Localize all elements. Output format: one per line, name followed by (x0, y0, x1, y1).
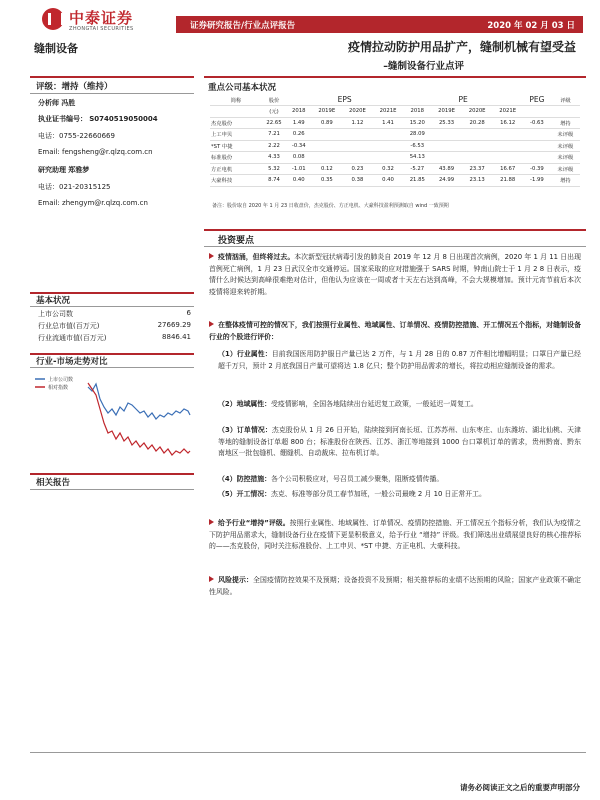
eps-cell: 0.89 (312, 117, 343, 129)
eps-cell: 0.40 (373, 175, 404, 187)
chart-legend (35, 376, 73, 391)
eps-cell: 0.40 (286, 175, 312, 187)
bullet-icon (209, 576, 214, 582)
legend-label: 相对指数 (48, 385, 69, 391)
sub-paragraph (218, 399, 581, 411)
eps-cell: 1.49 (286, 117, 312, 129)
invest-paragraph (209, 320, 581, 343)
email-address[interactable]: fengsheng@r.qlzq.com.cn (62, 148, 153, 156)
year-cell: 2018 (286, 106, 312, 118)
rating-bottom-rule (30, 93, 194, 94)
sub-paragraph (218, 474, 581, 486)
peg-cell (523, 140, 551, 152)
sub-paragraph (218, 349, 581, 372)
peg-cell: -0.63 (523, 117, 551, 129)
company-table (210, 94, 580, 187)
sub-text: 各个公司积极应对，号召员工减少聚集，阻断疫情传播。 (271, 475, 444, 483)
rating-label: 评级： (36, 82, 62, 92)
basic-bottom-rule (30, 306, 194, 307)
table-row (210, 129, 580, 141)
eps-cell (373, 152, 404, 164)
header-price: 股价 (262, 94, 286, 106)
header-blank (210, 106, 262, 118)
paragraph-text: 本次新型冠状病毒引发的肺炎自 2019 年 12 月 8 日出现首次病例，2020 年 1 月 11 日出现首例死亡病例，1 月 23 日武汉全市交通停运。国家采取的应对措施强于 SARS 时期，钟南山院士于 1 月 2 8 日表示，疫情什么时候达到高峰很难绝对估计，但他认为应该在一周或者十天左右达到高峰，不会大规模增加。预计元宵节前后本次疫情将迎来转折期。 (209, 253, 582, 296)
pe-cell (462, 140, 493, 152)
invest-paragraph (209, 518, 581, 553)
eps-cell (373, 140, 404, 152)
license-label: 执业证书编号： (38, 115, 87, 123)
year-cell: 2021E (492, 106, 523, 118)
basic-row-label: 上市公司数 (38, 310, 73, 318)
price-cell: 8.74 (262, 175, 286, 187)
analyst-name: 冯胜 (61, 99, 76, 107)
pe-cell: 16.12 (492, 117, 523, 129)
sub-lead: （3）订单情况： (218, 426, 272, 434)
pe-cell: 43.89 (431, 163, 462, 175)
pe-cell: 15.20 (403, 117, 431, 129)
logo-text-cn: 中泰证券 (69, 9, 134, 27)
header-blank (551, 106, 580, 118)
pe-cell (492, 129, 523, 141)
rating-value: 增持（维持） (61, 82, 113, 92)
table-body (210, 117, 580, 186)
email-label: Email: (38, 148, 60, 156)
pe-cell: -5.27 (403, 163, 431, 175)
pe-cell: 25.33 (431, 117, 462, 129)
basic-row-value: 6 (186, 309, 191, 317)
table-header-row (210, 94, 580, 106)
phone-line-1 (38, 131, 115, 141)
pe-cell: 24.99 (431, 175, 462, 187)
table-top-rule (204, 76, 586, 78)
year-cell: 2018 (403, 106, 431, 118)
eps-cell (312, 129, 343, 141)
email-address[interactable]: zhengym@r.qlzq.com.cn (62, 199, 148, 207)
paragraph-lead: 风险提示： (218, 576, 253, 584)
eps-cell: 1.12 (342, 117, 373, 129)
price-cell: 7.21 (262, 129, 286, 141)
report-date: 2020 年 02 月 03 日 (487, 21, 575, 31)
header-blank (523, 106, 551, 118)
report-type-bar (176, 16, 583, 33)
sub-lead: （2）地域属性： (218, 400, 272, 408)
year-cell: 2021E (373, 106, 404, 118)
eps-cell: -1.01 (286, 163, 312, 175)
eps-cell: 0.35 (312, 175, 343, 187)
peg-cell (523, 129, 551, 141)
email-line-1 (38, 148, 153, 156)
pe-cell (431, 129, 462, 141)
analyst-label: 分析师 (38, 99, 59, 107)
eps-cell (342, 129, 373, 141)
email-label: Email: (38, 199, 60, 207)
red-series-line (88, 383, 190, 455)
rating-top-rule (30, 76, 194, 78)
company-name-cell: 杰克股份 (210, 117, 262, 129)
footer-disclaimer: 请务必阅读正文之后的重要声明部分 (460, 783, 580, 792)
phone-number: 021-20315125 (59, 183, 111, 191)
blue-series-line (88, 384, 190, 419)
sub-text: 目前我国医用防护服日产量已达 2 万件，与 1 月 28 日的 0.87 万件相比增幅明显；口罩日产量已经超千万只，预计 2 月底我国日产量可望将达 1.8 亿只；整个防护用品需求的增长，将拉动相应缝制设备的需求。 (218, 350, 582, 370)
legend-label: 上市公司数 (48, 377, 74, 383)
header-price-unit: (元) (262, 106, 286, 118)
paragraph-text: 全国疫情防控效果不及预期；设备投资不及预期；相关推荐标的业绩不达预期的风险；国家产业政策不确定性风险。 (209, 576, 582, 596)
company-name-cell: 大豪科技 (210, 175, 262, 187)
pe-cell: 21.88 (492, 175, 523, 187)
company-logo (42, 6, 172, 36)
year-cell: 2019E (431, 106, 462, 118)
eps-cell: 0.26 (286, 129, 312, 141)
price-cell: 4.33 (262, 152, 286, 164)
paragraph-lead: 疫情汹涌，但终将过去。 (218, 253, 295, 261)
eps-cell (373, 129, 404, 141)
peg-cell (523, 152, 551, 164)
invest-paragraph (209, 575, 581, 598)
phone-label: 电话： (38, 132, 59, 140)
rating-cell: 未评级 (551, 129, 580, 141)
chart-title: 行业-市场走势对比 (36, 357, 108, 367)
pe-cell (462, 152, 493, 164)
table-row (210, 175, 580, 187)
header-name: 简称 (210, 94, 262, 106)
eps-cell: 0.08 (286, 152, 312, 164)
sub-paragraph (218, 425, 581, 460)
price-cell: 22.65 (262, 117, 286, 129)
pe-cell (492, 140, 523, 152)
eps-cell (312, 140, 343, 152)
assistant-line (38, 165, 89, 175)
peg-cell: -0.39 (523, 163, 551, 175)
company-name-cell: 方正电机 (210, 163, 262, 175)
paragraph-lead: 给予行业“增持”评级。 (218, 519, 290, 527)
sub-lead: （5）开工情况： (218, 490, 272, 498)
basic-row (38, 309, 191, 319)
pe-cell: 54.13 (403, 152, 431, 164)
license-number: S0740519050004 (89, 115, 158, 123)
paragraph-text: 按照行业属性、地域属性、订单情况、疫情防控措施、开工情况五个指标分析，我们认为疫情之下防护用品需求大，缝制设备行业在疫情下更显积极意义，给予行业 “增持” 评级。我们筛选出业绩展望良好的核心推荐标的——杰克股份，同时关注标准股份、上工申贝、*ST 中捷、方正电机、大豪科技。 (209, 519, 582, 550)
industry-name: 缝制设备 (34, 42, 78, 55)
eps-cell (342, 152, 373, 164)
pe-cell: 28.09 (403, 129, 431, 141)
phone-label: 电话： (38, 183, 59, 191)
basic-row-label: 行业总市值(百万元) (38, 322, 100, 330)
pe-cell: 20.28 (462, 117, 493, 129)
invest-top-rule (204, 229, 586, 231)
header-peg: PEG (523, 94, 551, 106)
paragraph-lead: 在整体疫情可控的情况下，我们按照行业属性、地域属性、订单情况、疫情防控措施、开工情况五个指标，对缝制设备行业的个股进行评价： (209, 321, 581, 341)
eps-cell: 0.32 (373, 163, 404, 175)
basic-row-value: 8846.41 (162, 333, 191, 341)
sub-lead: （4）防控措施： (218, 475, 272, 483)
table-title: 重点公司基本状况 (208, 83, 277, 93)
eps-cell: 0.38 (342, 175, 373, 187)
basic-row-value: 27669.29 (157, 321, 191, 329)
header-eps: EPS (286, 94, 403, 106)
related-title: 相关报告 (36, 478, 71, 488)
report-type: 证券研究报告/行业点评报告 (190, 21, 296, 31)
pe-cell (431, 152, 462, 164)
sub-text: 杰克股份从 1 月 26 日开始，陆续接到河南长垣、江苏苏州、山东枣庄、山东潍坊、湖北仙桃、天津等地的缝制设备订单超 800 台；标准股份在陕西、江苏、浙江等地接到 1000 台口罩机订单的需求，贵州黔南、黔东南地区一批包缝机、绷缝机、自动裁床、拉布机订单。 (218, 426, 581, 457)
eps-cell (342, 140, 373, 152)
invest-bottom-rule (204, 246, 586, 247)
report-title: 疫情拉动防护用品扩产，缝制机械有望受益 (347, 40, 576, 54)
analyst-line (38, 98, 75, 108)
year-cell: 2020E (462, 106, 493, 118)
pe-cell: 23.37 (462, 163, 493, 175)
header-rating: 评级 (551, 94, 580, 106)
chart-bottom-rule (30, 367, 194, 368)
pe-cell: 23.13 (462, 175, 493, 187)
report-subtitle: –缝制设备行业点评 (383, 61, 464, 72)
logo-text-en: ZHONGTAI SECURITIES (69, 26, 134, 32)
basic-row-label: 行业流通市值(百万元) (38, 334, 107, 342)
year-cell: 2019E (312, 106, 343, 118)
related-top-rule (30, 473, 194, 475)
rating-line (36, 80, 113, 92)
table-year-row (210, 106, 580, 118)
sub-text: 杰克、标准等部分员工春节加班，一般公司最晚 2 月 10 日正常开工。 (271, 490, 486, 498)
invest-paragraph (209, 252, 581, 298)
price-cell: 2.22 (262, 140, 286, 152)
basic-title: 基本状况 (36, 296, 71, 306)
basic-row (38, 333, 191, 343)
table-row (210, 140, 580, 152)
pe-cell: -6.53 (403, 140, 431, 152)
phone-number: 0755-22660669 (59, 132, 115, 140)
bullet-icon (209, 519, 214, 525)
assistant-name: 郑雅梦 (68, 166, 90, 174)
table-note: 备注：股价取自 2020 年 1 月 23 日收盘价，杰克股份、方正电机、大豪科技盈利预测取自 wind 一致预期 (212, 203, 449, 209)
sub-lead: （1）行业属性： (218, 350, 272, 358)
email-line-2 (38, 199, 148, 207)
assistant-label: 研究助理 (38, 166, 66, 174)
price-cell: 5.32 (262, 163, 286, 175)
pe-cell: 21.85 (403, 175, 431, 187)
eps-cell: 1.41 (373, 117, 404, 129)
company-name-cell: 标准股份 (210, 152, 262, 164)
sub-paragraph (218, 489, 581, 501)
table-row (210, 152, 580, 164)
eps-cell: 0.12 (312, 163, 343, 175)
footer-rule (30, 752, 586, 753)
header-pe: PE (403, 94, 523, 106)
pe-cell: 16.67 (492, 163, 523, 175)
bullet-icon (209, 253, 214, 259)
market-trend-chart (30, 373, 195, 463)
related-bottom-rule (30, 489, 194, 490)
rating-cell: 增持 (551, 117, 580, 129)
eps-cell: 0.23 (342, 163, 373, 175)
sub-text: 受疫情影响，全国各地陆续出台延迟复工政策，一般延迟一周复工。 (271, 400, 478, 408)
table-row (210, 163, 580, 175)
company-name-cell: *ST 中捷 (210, 140, 262, 152)
company-name-cell: 上工申贝 (210, 129, 262, 141)
phone-line-2 (38, 182, 111, 192)
pe-cell (492, 152, 523, 164)
eps-cell: -0.34 (286, 140, 312, 152)
year-cell: 2020E (342, 106, 373, 118)
basic-row (38, 321, 191, 331)
peg-cell: -1.99 (523, 175, 551, 187)
bullet-icon (209, 321, 214, 327)
rating-cell: 未评级 (551, 152, 580, 164)
table-row (210, 117, 580, 129)
rating-cell: 未评级 (551, 140, 580, 152)
license-line (38, 114, 158, 124)
pe-cell (431, 140, 462, 152)
rating-cell: 增持 (551, 175, 580, 187)
invest-title: 投资要点 (218, 236, 255, 246)
eps-cell (312, 152, 343, 164)
logo-mark-icon (42, 8, 64, 30)
rating-cell: 未评级 (551, 163, 580, 175)
pe-cell (462, 129, 493, 141)
